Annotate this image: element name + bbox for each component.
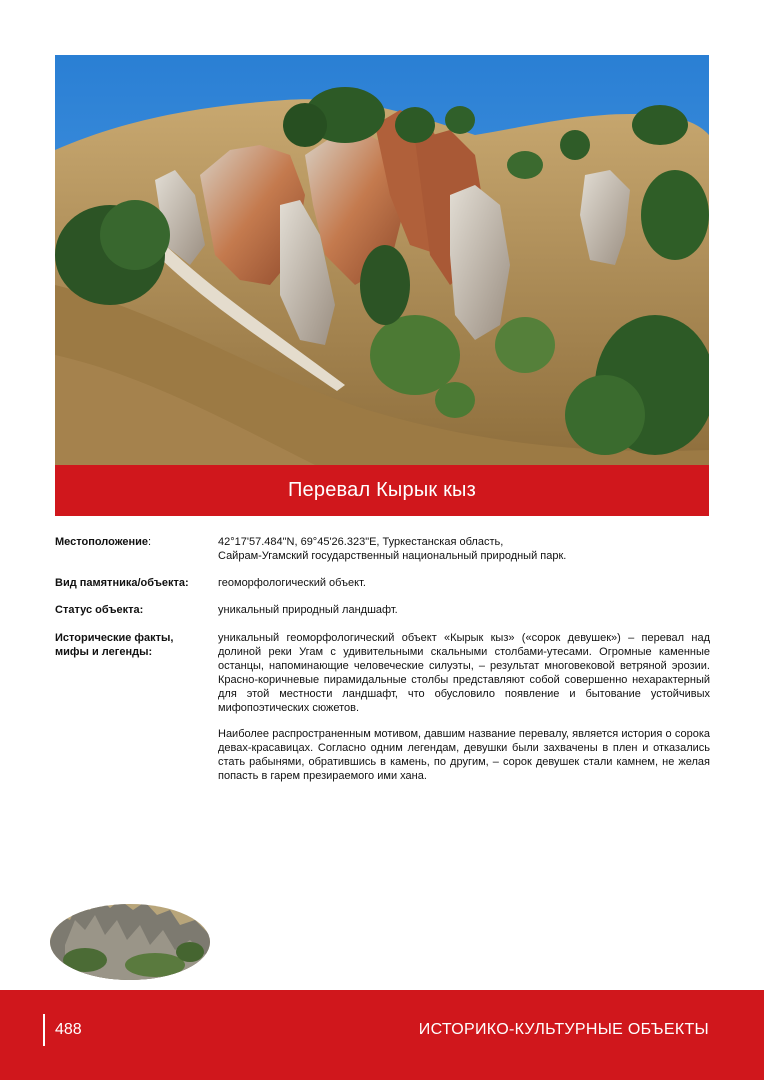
page-title-band	[55, 465, 709, 516]
field-value-location	[218, 535, 710, 563]
field-label-type: Вид памятника/объекта:	[55, 577, 189, 589]
field-label-location: Местоположение:	[55, 536, 152, 548]
status-line-1: уникальный природный ландшафт.	[218, 604, 398, 616]
field-value-status	[218, 603, 710, 617]
footer	[0, 990, 764, 1080]
location-line-1: 42°17'57.484"N, 69°45'26.323"E, Туркестанская область,	[218, 536, 504, 548]
section-name: ИСТОРИКО-КУЛЬТУРНЫЕ ОБЪЕКТЫ	[418, 1021, 709, 1038]
history-paragraph-1: уникальный геоморфологический объект «Кырык кыз» («сорок девушек») – перевал над долиной реки Угам с удивительными скальными столбами-утесами. Огромные каменные останцы, напоминающие человеческие силуэты, – результат многовековой ветряной эрозии. Красно-коричневые пирамидальные столбы представляют собой совершенно нехарактерный для этой местности ландшафт, что обусловило появление и бытование устойчивых мифопоэтических сюжетов.	[218, 632, 710, 714]
page-title: Перевал Кырык кыз	[287, 479, 477, 501]
rock-thumbnail-image	[45, 880, 215, 985]
field-label-status: Статус объекта:	[55, 604, 144, 616]
main-photo	[55, 55, 709, 465]
field-value-type	[218, 576, 710, 590]
rock-formation-icon	[45, 880, 215, 985]
location-line-2: Сайрам-Угамский государственный национальный природный парк.	[218, 550, 567, 562]
history-label-line-1: Исторические факты,	[55, 632, 174, 644]
history-paragraph-2: Наиболее распространенным мотивом, давшим название перевалу, является история о сорока девах-красавицах. Согласно одним легендам, девушки были захвачены в плен и отказались стать рабынями, обратившись в камень, по другим, – сорок девушек стали камнем, не желая попасть в гарем презираемого ими хана.	[218, 728, 710, 782]
footer-divider	[43, 1014, 45, 1046]
type-line-1: геоморфологический объект.	[218, 577, 366, 589]
field-label-history	[55, 631, 205, 659]
landscape-photo-icon	[55, 55, 709, 465]
page-number: 488	[55, 1021, 82, 1038]
field-value-history	[218, 631, 710, 783]
history-label-line-2: мифы и легенды:	[55, 646, 153, 658]
